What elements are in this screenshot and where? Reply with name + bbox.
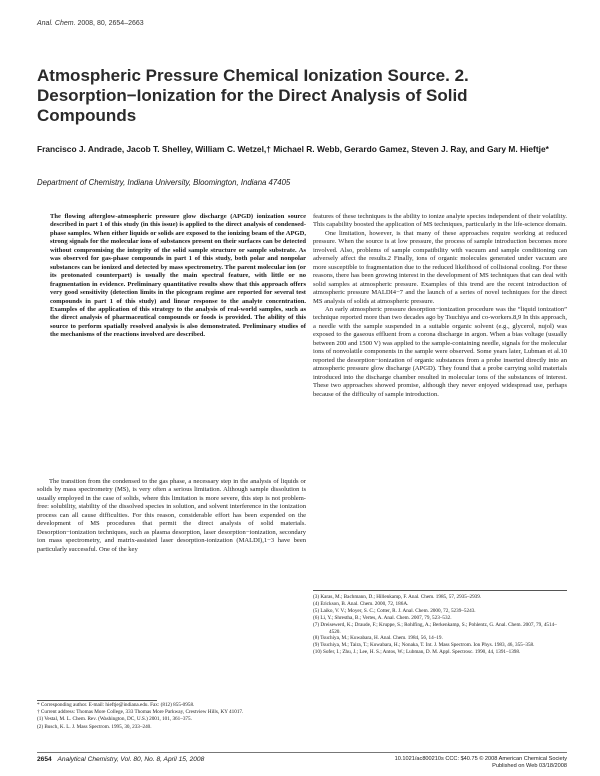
reference-item: (6) Li, Y.; Shrestha, B.; Vertes, A. Anal. Chem. 2007, 79, 523–532.: [313, 614, 452, 621]
journal-volume-pages: 2008, 80, 2654–2663: [77, 20, 144, 27]
publication-date: Published on Web 03/18/2008: [492, 763, 567, 769]
reference-item: (10) Sofer, I.; Zhu, J.; Lee, H. S.; Antos, W.; Lubman, D. M. Appl. Spectrosc. 1990, 44, 1391–1398.: [313, 649, 521, 656]
references-divider: [313, 590, 567, 591]
paper-title: Atmospheric Pressure Chemical Ionization Source. 2. Desorption−Ionization for the Direct Analysis of Solid Compounds: [37, 66, 469, 125]
author-list: Francisco J. Andrade, Jacob T. Shelley, William C. Wetzel,† Michael R. Webb, Gerardo Gamez, Steven J. Ray, and Gary M. Hieftje*: [37, 144, 549, 154]
body-paragraph-3: An early atmospheric pressure desorption−ionization procedure was the “liquid ionization” technique reported more than two decades ago by Tsuchiya and co-workers.8,9 In this approach, a needle with the sample suspended in a suitable organic solvent (e.g., glycerol, nujol) was exposed to the gaseous effluent from a corona discharge in argon. When a bias voltage (usually between 200 and 1500 V) was applied to the sample-containing needle, signals for the molecular ions of nonvolatile components in the sample were observed. Some years later, Lubman et al.10 reported the desorption−ionization of organic substances from a probe inserted directly into an atmospheric pressure glow discharge (APGD). They found that a probe carrying solid materials introduced into the discharge chamber resulted in molecular ions of the substances of interest. These two approaches showed promise, although they never enjoyed widespread use, perhaps because of the difficulty of sample introduction.: [313, 305, 567, 398]
reference-item: (9) Tsuchiya, M.; Taira, T.; Kuwabara, H.; Nonaka, T. Int. J. Mass Spectrom. Ion Phys. 1983, 46, 355–358.: [313, 642, 535, 649]
affiliation: Department of Chemistry, Indiana University, Bloomington, Indiana 47405: [37, 178, 291, 187]
reference-item: (7) Dreisewerd, K.; Draude, F.; Kruppe, S.; Rohlfing, A.; Berkenkamp, S.; Pohlentz, G. Anal. Chem. 2007, 79, 4514–4520.: [313, 621, 557, 635]
footnote-item: (1) Vestal, M. L. Chem. Rev. (Washington, DC, U.S.) 2001, 101, 361–375.: [37, 716, 192, 723]
footnote-item: * Corresponding author. E-mail: hieftje@indiana.edu. Fax: (812) 855-0958.: [37, 702, 195, 708]
body-paragraph-1: features of these techniques is the ability to ionize analyte species independent of their volatility. This capability boosted the application of MS techniques, particularly in the life-science domain.: [313, 213, 567, 229]
footnote-item: (2) Busch, K. L. J. Mass Spectrom. 1995, 30, 233–240.: [37, 723, 152, 730]
reference-item: (5) Laiko, V. V.; Moyer, S. C.; Cotter, R. J. Anal. Chem. 2000, 72, 5239–5243.: [313, 607, 476, 614]
page-footer-left: [37, 756, 204, 763]
footnotes: [37, 702, 306, 731]
journal-reference: [37, 20, 144, 27]
introduction-text: [37, 478, 306, 554]
page-number: 2654: [37, 756, 52, 763]
footnote-item: † Current address: Thomas More College, 333 Thomas More Parkway, Crestview Hills, KY 41017.: [37, 709, 244, 716]
reference-item: (8) Tsuchiya, M.; Kuwabara, H. Anal. Chem. 1984, 56, 14–19.: [313, 635, 443, 642]
body-paragraph-2: One limitation, however, is that many of these approaches require working at reduced pressure. When the source is at low pressure, the process of sample introduction becomes more involved. Also, problems of sample compatibility with vacuum and sample conditioning can adversely affect the results.2 Finally, ions of organic molecules generated under vacuum are more susceptible to fragmentation due to the reduced likelihood of collisional cooling. For these reasons, there has been growing interest in the development of MS techniques that can deal with solid samples at atmospheric pressure. Examples of this trend are the recent introduction of atmospheric pressure MALDI4−7 and the launch of a series of novel techniques for the direct MS analysis of solids at atmospheric pressure.: [313, 229, 567, 305]
reference-list: [313, 594, 567, 656]
right-column-text: [313, 213, 567, 399]
page-footer-right: [313, 756, 567, 770]
journal-name: Anal. Chem.: [37, 20, 76, 27]
footer-divider: [37, 752, 567, 753]
abstract: The flowing afterglow-atmospheric pressure glow discharge (APGD) ionization source described in part 1 of this study (in this issue) is applied to the direct analysis of condensed-phase samples. When either liquids or solids are exposed to the ionizing beam of the APGD, strong signals for the molecular ions of substances present on their surfaces can be detected without compromising the integrity of the solid sample structure or sample substrate. As was observed for gas-phase compounds in part 1 of this study, both polar and nonpolar substances can be ionized and detected by mass spectrometry. The parent molecular ion (or its protonated counterpart) is usually the main spectral feature, with little or no fragmentation in evidence. Preliminary quantitative results show that this approach offers very good sensitivity (detection limits in the picogram regime are reported for several test compounds in part 1 of this study) and linear response to the analyte concentration. Examples of the application of this strategy to the analysis of real-world samples, such as the direct analysis of pharmaceutical compounds or foods is provided. The ability of this source to perform spatially resolved analysis is also demonstrated. Preliminary studies of the mechanisms of the reactions involved are described.: [50, 213, 306, 339]
doi-copyright: 10.1021/ac800210s CCC: $40.75 © 2008 American Chemical Society: [394, 756, 567, 762]
journal-issue-info: Analytical Chemistry, Vol. 80, No. 8, April 15, 2008: [57, 756, 205, 763]
footnote-divider: [37, 700, 157, 701]
reference-item: (4) Erickson, B. Anal. Chem. 2000, 72, 186A.: [313, 600, 409, 607]
reference-item: (3) Karas, M.; Bachmann, D.; Hillenkamp, F. Anal. Chem. 1985, 57, 2935–2939.: [313, 594, 482, 600]
intro-paragraph: The transition from the condensed to the gas phase, a necessary step in the analysis of liquids or solids by mass spectrometry (MS), is very often a serious limitation. Although sample dissolution is usually employed in the case of solids, where this limitation is more severe, this step is not problem-free: solubility, stability of the dissolved species in solution, and solvent interference in the ionization process can all cause difficulties. For this reason, considerable effort has been expended on the development of MS procedures that permit the direct analysis of solid materials. Desorption−ionization techniques, such as plasma desorption, laser desorption−ionization, secondary ion mass spectrometry, and matrix-assisted laser desorption-ionization (MALDI),1−3 have been particularly successful. One of the key: [37, 478, 306, 553]
